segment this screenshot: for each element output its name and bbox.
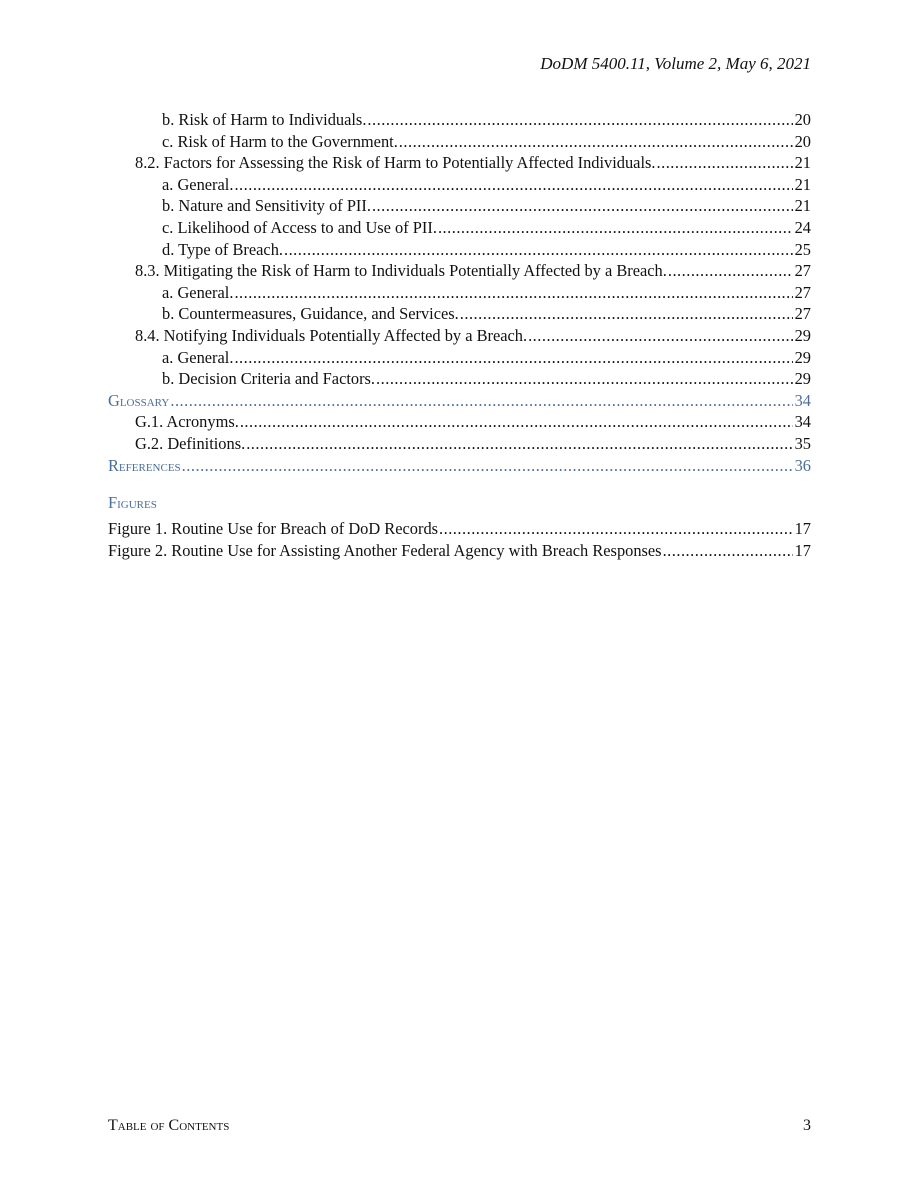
toc-entry-title: References — [108, 455, 181, 475]
toc-entry-risk-individuals[interactable] — [108, 109, 811, 131]
figure-entry-title: Figure 2. Routine Use for Assisting Another Federal Agency with Breach Responses — [108, 540, 662, 560]
dot-leader — [284, 239, 793, 261]
dot-leader — [234, 282, 792, 304]
dot-leader — [668, 260, 793, 282]
toc-entry-page: 34 — [794, 412, 811, 432]
dot-leader — [528, 325, 793, 347]
toc-entry-glossary[interactable] — [108, 390, 811, 412]
footer-page-number: 3 — [803, 1117, 811, 1134]
toc-entry-page: 29 — [794, 347, 811, 367]
dot-leader — [439, 518, 793, 540]
footer-section-title: Table of Contents — [108, 1117, 230, 1134]
toc-entry-title: c. Likelihood of Access to and Use of PII. — [162, 217, 437, 237]
toc-entry-page: 27 — [794, 304, 811, 324]
toc-entry-8-3-general[interactable] — [108, 282, 811, 304]
toc-entry-risk-government[interactable] — [108, 131, 811, 153]
toc-entry-acronyms[interactable] — [108, 411, 811, 433]
toc-entry-title: a. General. — [162, 174, 234, 194]
dot-leader — [234, 347, 792, 369]
toc-entry-title: 8.2. Factors for Assessing the Risk of Harm to Potentially Affected Individuals. — [135, 153, 656, 173]
toc-entry-page: 27 — [794, 261, 811, 281]
dot-leader — [367, 109, 792, 131]
toc-entry-title: 8.4. Notifying Individuals Potentially Affected by a Breach. — [135, 325, 528, 345]
table-of-contents — [108, 109, 811, 561]
toc-entry-page: 21 — [794, 174, 811, 194]
toc-entry-page: 20 — [794, 110, 811, 129]
toc-entry-title: Glossary — [108, 390, 170, 410]
toc-entry-title: a. General. — [162, 347, 234, 367]
dot-leader — [663, 540, 793, 562]
toc-entry-8-3[interactable] — [108, 260, 811, 282]
running-header: DoDM 5400.11, Volume 2, May 6, 2021 — [540, 54, 811, 73]
toc-entry-8-4-general[interactable] — [108, 347, 811, 369]
toc-entry-page: 25 — [794, 239, 811, 259]
toc-entry-page: 35 — [794, 433, 811, 453]
toc-entry-type-of-breach[interactable] — [108, 239, 811, 261]
toc-entry-title: G.1. Acronyms. — [135, 412, 239, 432]
dot-leader — [182, 455, 793, 477]
toc-entry-page: 36 — [794, 455, 811, 475]
toc-entry-title: b. Countermeasures, Guidance, and Services. — [162, 304, 459, 324]
figure-entry-title: Figure 1. Routine Use for Breach of DoD Records — [108, 519, 439, 539]
dot-leader — [460, 303, 793, 325]
dot-leader — [438, 217, 793, 239]
figure-entry-page: 17 — [794, 519, 811, 539]
dot-leader — [234, 174, 792, 196]
toc-entry-title: d. Type of Breach. — [162, 239, 283, 259]
toc-entry-page: 20 — [794, 131, 811, 151]
dot-leader — [246, 433, 792, 455]
toc-entry-page: 21 — [794, 153, 811, 173]
toc-entry-title: G.2. Definitions. — [135, 433, 246, 453]
toc-entry-nature-sensitivity[interactable] — [108, 195, 811, 217]
toc-entry-page: 21 — [794, 196, 811, 216]
dot-leader — [376, 368, 793, 390]
figure-entry-2[interactable] — [108, 540, 811, 562]
toc-entry-title: b. Risk of Harm to Individuals. — [162, 110, 367, 129]
toc-entry-title: c. Risk of Harm to the Government. — [162, 131, 398, 151]
toc-entry-page: 29 — [794, 369, 811, 389]
toc-entry-title: 8.3. Mitigating the Risk of Harm to Individuals Potentially Affected by a Breach. — [135, 261, 667, 281]
toc-entry-references[interactable] — [108, 455, 811, 477]
dot-leader — [170, 390, 792, 412]
toc-entry-title: b. Decision Criteria and Factors. — [162, 369, 376, 389]
toc-entry-8-2-general[interactable] — [108, 174, 811, 196]
toc-entry-decision-criteria[interactable] — [108, 368, 811, 390]
toc-entry-page: 27 — [794, 282, 811, 302]
toc-entry-page: 29 — [794, 325, 811, 345]
toc-entry-likelihood-access[interactable] — [108, 217, 811, 239]
dot-leader — [657, 152, 793, 174]
toc-entry-title: a. General. — [162, 282, 234, 302]
dot-leader — [240, 411, 793, 433]
toc-entry-definitions[interactable] — [108, 433, 811, 455]
figure-entry-1[interactable] — [108, 518, 811, 540]
toc-entry-countermeasures[interactable] — [108, 303, 811, 325]
toc-entry-8-2[interactable] — [108, 152, 811, 174]
figure-entry-page: 17 — [794, 540, 811, 560]
dot-leader — [372, 195, 793, 217]
toc-entry-title: b. Nature and Sensitivity of PII. — [162, 196, 371, 216]
toc-entry-8-4[interactable] — [108, 325, 811, 347]
dot-leader — [399, 131, 793, 153]
figures-heading: Figures — [108, 493, 157, 513]
toc-entry-page: 34 — [794, 390, 811, 410]
toc-entry-page: 24 — [794, 217, 811, 237]
